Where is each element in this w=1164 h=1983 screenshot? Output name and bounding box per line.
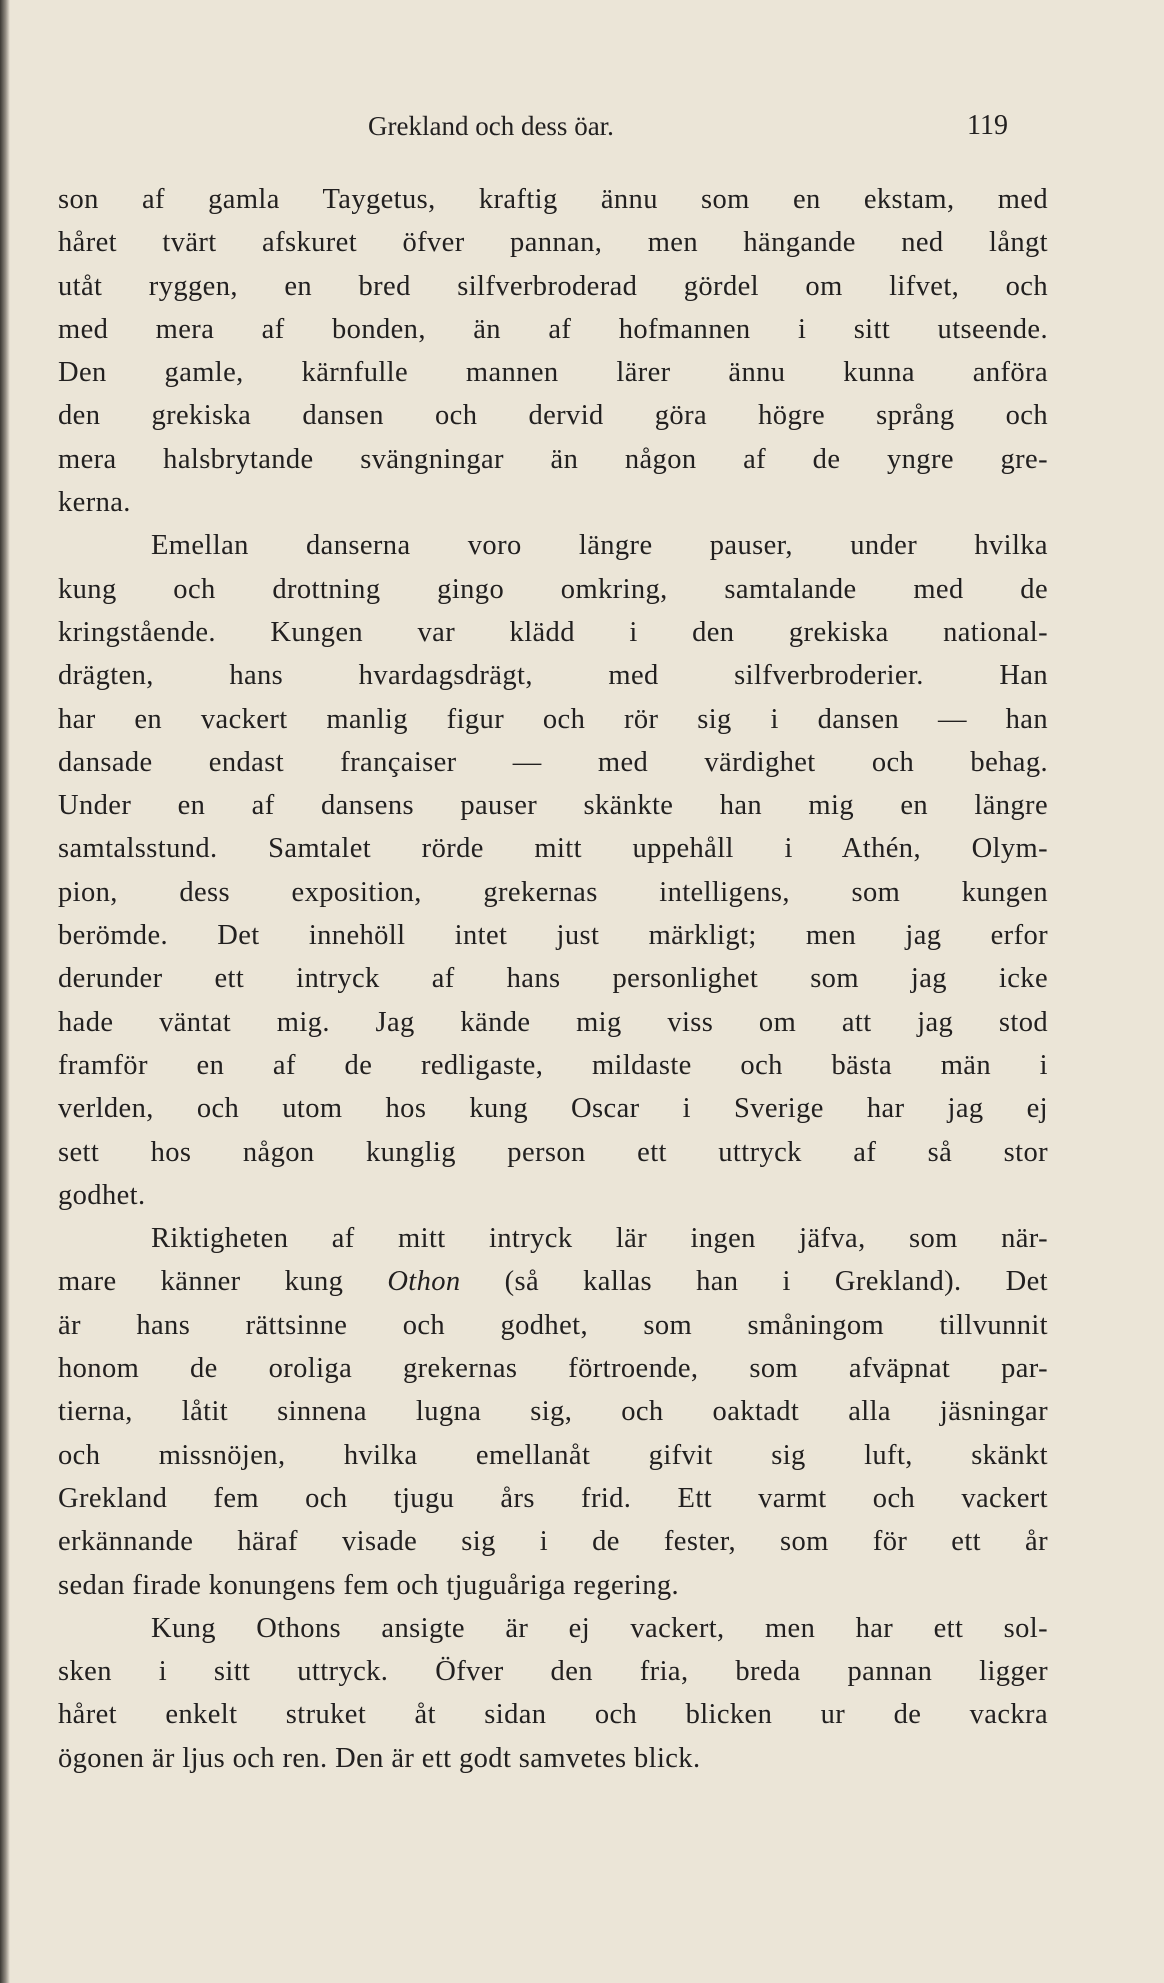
page-number: 119 bbox=[967, 110, 1008, 141]
text-line: Grekland fem och tjugu års frid. Ett varmt och vackert bbox=[58, 1482, 1048, 1514]
text-line: pion, dess exposition, grekernas intelligens, som kungen bbox=[58, 876, 1048, 908]
text-line: med mera af bonden, än af hofmannen i sitt utseende. bbox=[58, 313, 1048, 345]
text-line: hade väntat mig. Jag kände mig viss om att jag stod bbox=[58, 1006, 1048, 1038]
text-line: har en vackert manlig figur och rör sig i dansen — han bbox=[58, 703, 1048, 735]
text-line: berömde. Det innehöll intet just märkligt; men jag erfor bbox=[58, 920, 1048, 952]
text-line: ögonen är ljus och ren. Den är ett godt samvetes blick. bbox=[58, 1742, 701, 1774]
text-line: sett hos någon kunglig person ett uttryck af så stor bbox=[58, 1136, 1048, 1168]
paragraph bbox=[58, 524, 1048, 1217]
text-line: derunder ett intryck af hans personlighet som jag icke bbox=[58, 963, 1048, 995]
text-line: erkännande häraf visade sig i de fester, som för ett år bbox=[58, 1526, 1048, 1558]
page-binding-edge bbox=[0, 0, 10, 1983]
paragraph bbox=[58, 178, 1048, 524]
text-line: är hans rättsinne och godhet, som småningom tillvunnit bbox=[58, 1309, 1048, 1341]
text-line: sedan firade konungens fem och tjuguåriga regering. bbox=[58, 1569, 680, 1601]
body-text bbox=[58, 178, 1048, 1780]
text-line: den grekiska dansen och dervid göra högre språng och bbox=[58, 400, 1048, 432]
text-line: mera halsbrytande svängningar än någon af de yngre gre- bbox=[58, 443, 1048, 475]
text-line: utåt ryggen, en bred silfverbroderad gördel om lifvet, och bbox=[58, 270, 1048, 302]
text-line: framför en af de redligaste, mildaste och bästa män i bbox=[58, 1049, 1048, 1081]
text-line: sken i sitt uttryck. Öfver den fria, breda pannan ligger bbox=[58, 1656, 1048, 1688]
text-line: mare känner kung Othon (så kallas han i Grekland). Det bbox=[58, 1266, 1048, 1298]
running-header-title: Grekland och dess öar. bbox=[368, 111, 614, 141]
text-line: och missnöjen, hvilka emellanåt gifvit sig luft, skänkt bbox=[58, 1439, 1048, 1471]
text-line: Riktigheten af mitt intryck lär ingen jäfva, som när- bbox=[151, 1223, 1048, 1255]
text-line: son af gamla Taygetus, kraftig ännu som en ekstam, med bbox=[58, 184, 1048, 215]
text-line: tierna, låtit sinnena lugna sig, och oaktadt alla jäsningar bbox=[58, 1396, 1048, 1428]
text-line: dansade endast françaiser — med värdighet och behag. bbox=[58, 746, 1048, 778]
text-line: kerna. bbox=[58, 487, 131, 519]
text-line: Den gamle, kärnfulle mannen lärer ännu kunna anföra bbox=[58, 357, 1048, 389]
text-line: Under en af dansens pauser skänkte han mig en längre bbox=[58, 790, 1048, 822]
text-line: kung och drottning gingo omkring, samtalande med de bbox=[58, 573, 1048, 605]
text-line: Kung Othons ansigte är ej vackert, men har ett sol- bbox=[151, 1612, 1048, 1644]
text-line: verlden, och utom hos kung Oscar i Sverige har jag ej bbox=[58, 1093, 1048, 1125]
paragraph bbox=[58, 1217, 1048, 1607]
italic-name: Othon bbox=[387, 1266, 461, 1298]
text-line: håret tvärt afskuret öfver pannan, men hängande ned långt bbox=[58, 227, 1048, 259]
text-line: Emellan danserna voro längre pauser, under hvilka bbox=[151, 530, 1048, 562]
text-line: kringstående. Kungen var klädd i den grekiska national- bbox=[58, 616, 1048, 648]
running-header bbox=[58, 106, 1008, 146]
paragraph bbox=[58, 1607, 1048, 1780]
text-line: drägten, hans hvardagsdrägt, med silfverbroderier. Han bbox=[58, 660, 1048, 692]
text-line: honom de oroliga grekernas förtroende, som afväpnat par- bbox=[58, 1353, 1048, 1385]
text-line: håret enkelt struket åt sidan och blicken ur de vackra bbox=[58, 1699, 1048, 1731]
text-line: samtalsstund. Samtalet rörde mitt uppehåll i Athén, Olym- bbox=[58, 833, 1048, 865]
text-line: godhet. bbox=[58, 1179, 146, 1211]
